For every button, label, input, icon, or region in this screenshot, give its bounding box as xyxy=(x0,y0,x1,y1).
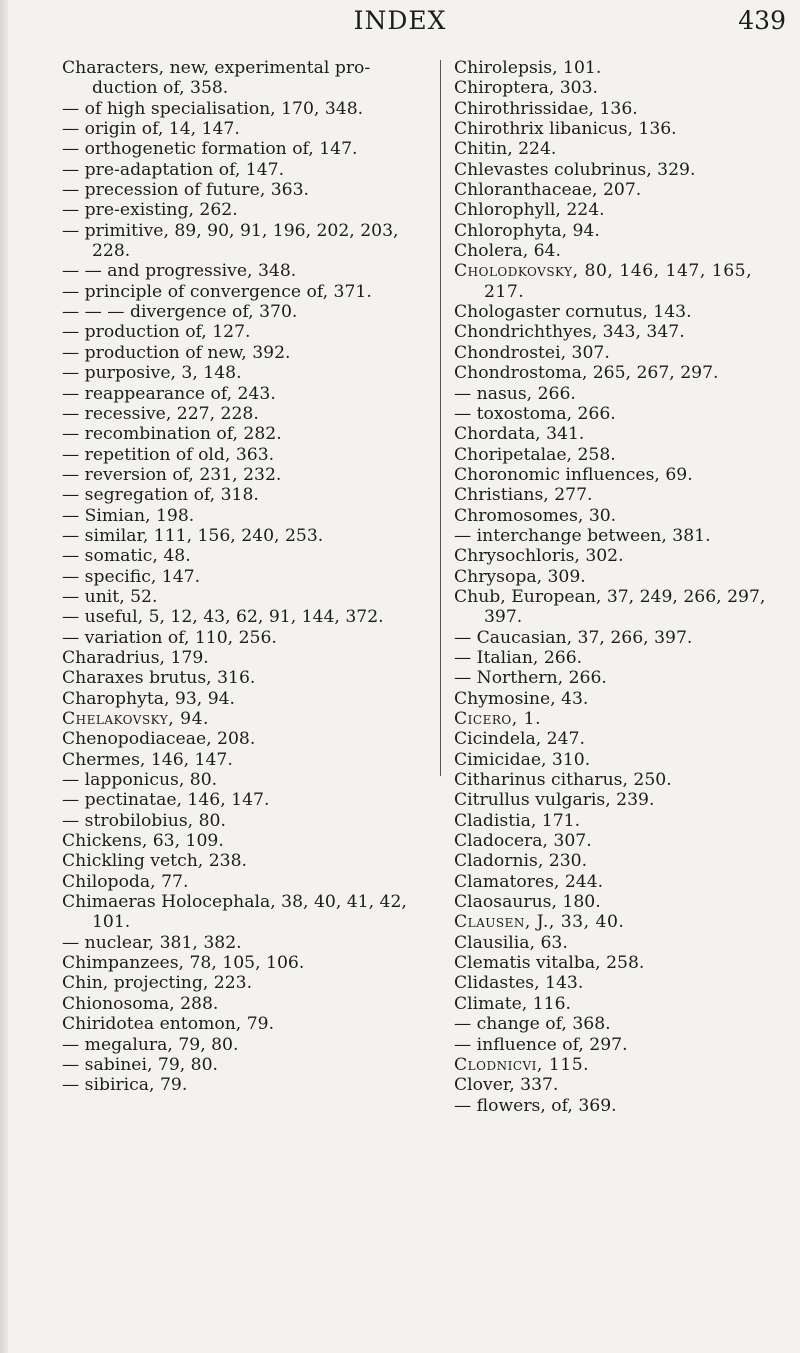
index-entry: Chordata, 341. xyxy=(454,424,585,445)
index-entry: — principle of convergence of, 371. xyxy=(62,281,372,302)
index-entry: — unit, 52. xyxy=(62,586,158,607)
index-entry: Chub, European, 37, 249, 266, 297, 397. xyxy=(454,586,766,628)
index-entry: Cholodkovsky, 80, 146, 147, 165, 217. xyxy=(454,261,753,302)
index-entry: Chin, projecting, 223. xyxy=(62,973,253,994)
index-entry: Clamatores, 244. xyxy=(454,871,604,892)
index-entry: Chondrostei, 307. xyxy=(454,342,610,363)
index-entry: — Caucasian, 37, 266, 397. xyxy=(454,627,693,648)
page-title: INDEX xyxy=(353,6,447,35)
index-entry: — sabinei, 79, 80. xyxy=(62,1054,219,1075)
index-entry: Chilopoda, 77. xyxy=(62,871,189,892)
index-column-right xyxy=(454,58,794,1116)
index-entry: — reversion of, 231, 232. xyxy=(62,464,282,485)
index-entry: Chondrichthyes, 343, 347. xyxy=(454,322,685,343)
index-entry: Chirothrix libanicus, 136. xyxy=(454,119,677,140)
index-entry: — — — divergence of, 370. xyxy=(62,302,298,323)
index-entry: — pectinatae, 146, 147. xyxy=(62,790,270,811)
index-entry: Chiroptera, 303. xyxy=(454,78,599,99)
index-entry: Cladistia, 171. xyxy=(454,810,581,831)
index-entry: — Northern, 266. xyxy=(454,668,607,689)
index-entry: — orthogenetic formation of, 147. xyxy=(62,139,358,160)
index-entry: Chromosomes, 30. xyxy=(454,505,617,526)
index-entry: — specific, 147. xyxy=(62,566,201,587)
index-entry: Cimicidae, 310. xyxy=(454,749,591,770)
index-entry: — change of, 368. xyxy=(454,1014,611,1035)
index-entry: Characters, new, experimental pro-duction of, 358. xyxy=(62,58,371,99)
index-entry: Chitin, 224. xyxy=(454,139,557,160)
index-entry: — toxostoma, 266. xyxy=(454,403,616,424)
index-entry: Cladocera, 307. xyxy=(454,831,592,852)
index-entry: Cholera, 64. xyxy=(454,241,561,262)
index-entry: — production of, 127. xyxy=(62,322,251,343)
index-entry: Christians, 277. xyxy=(454,485,593,506)
column-divider xyxy=(440,60,441,776)
page-number: 439 xyxy=(738,6,786,35)
index-entry: — Simian, 198. xyxy=(62,505,195,526)
index-entry: — purposive, 3, 148. xyxy=(62,363,242,384)
index-entry: Cicindela, 247. xyxy=(454,729,585,750)
index-entry: — interchange between, 381. xyxy=(454,525,711,546)
index-entry: Chimaeras Holocephala, 38, 40, 41, 42, 101. xyxy=(62,892,407,933)
index-entry: Clausen, J., 33, 40. xyxy=(454,912,625,933)
index-entry: Charophyta, 93, 94. xyxy=(62,688,236,709)
index-entry: — influence of, 297. xyxy=(454,1034,628,1055)
index-entry: Chlorophyll, 224. xyxy=(454,200,605,221)
index-entry: — strobilobius, 80. xyxy=(62,810,226,831)
index-entry: Chionosoma, 288. xyxy=(62,993,219,1014)
index-entry: — reappearance of, 243. xyxy=(62,383,276,404)
index-entry: Chickling vetch, 238. xyxy=(62,851,247,872)
index-entry: Chlorophyta, 94. xyxy=(454,220,600,241)
index-column-left xyxy=(62,58,427,1096)
index-entry: — pre-existing, 262. xyxy=(62,200,238,221)
index-entry: — — and progressive, 348. xyxy=(62,261,297,282)
index-entry: Charaxes brutus, 316. xyxy=(62,668,256,689)
index-entry: — sibirica, 79. xyxy=(62,1075,188,1096)
index-entry: — repetition of old, 363. xyxy=(62,444,275,465)
index-entry: Clematis vitalba, 258. xyxy=(454,953,645,974)
index-entry: Chirolepsis, 101. xyxy=(454,58,602,78)
index-entry: Choronomic influences, 69. xyxy=(454,464,693,485)
index-entry: Chologaster cornutus, 143. xyxy=(454,302,692,323)
index-entry: Choripetalae, 258. xyxy=(454,444,616,465)
index-entry: — somatic, 48. xyxy=(62,546,191,567)
index-entry: Cladornis, 230. xyxy=(454,851,588,872)
index-entry: Chermes, 146, 147. xyxy=(62,749,233,770)
index-entry: Climate, 116. xyxy=(454,993,571,1014)
index-entry: Chiridotea entomon, 79. xyxy=(62,1014,275,1035)
index-entry: Chimpanzees, 78, 105, 106. xyxy=(62,953,305,974)
index-entry: — Italian, 266. xyxy=(454,647,583,668)
index-entry: Chrysopa, 309. xyxy=(454,566,586,587)
index-entry: — similar, 111, 156, 240, 253. xyxy=(62,525,324,546)
index-entry: Chymosine, 43. xyxy=(454,688,589,709)
index-entry: Clidastes, 143. xyxy=(454,973,584,994)
index-entry: — origin of, 14, 147. xyxy=(62,119,240,140)
index-entry: Citrullus vulgaris, 239. xyxy=(454,790,655,811)
index-entry: Chlevastes colubrinus, 329. xyxy=(454,159,696,180)
page-binding-edge xyxy=(0,0,8,1353)
index-entry: — nuclear, 381, 382. xyxy=(62,932,242,953)
index-entry: Chenopodiaceae, 208. xyxy=(62,729,256,750)
index-entry: Chelakovsky, 94. xyxy=(62,709,209,729)
index-entry: — useful, 5, 12, 43, 62, 91, 144, 372. xyxy=(62,607,384,628)
index-entry: — nasus, 266. xyxy=(454,383,576,404)
index-entry: Cicero, 1. xyxy=(454,709,542,729)
index-entry: — pre-adaptation of, 147. xyxy=(62,159,285,180)
index-entry: Clover, 337. xyxy=(454,1075,559,1096)
index-entry: Chirothrissidae, 136. xyxy=(454,98,638,119)
index-entry: — segregation of, 318. xyxy=(62,485,259,506)
index-entry: Clausilia, 63. xyxy=(454,932,568,953)
index-entry: Chloranthaceae, 207. xyxy=(454,180,642,201)
index-entry: Charadrius, 179. xyxy=(62,647,209,668)
index-entry: — flowers, of, 369. xyxy=(454,1095,617,1116)
index-entry: — of high specialisation, 170, 348. xyxy=(62,98,364,119)
index-entry: Claosaurus, 180. xyxy=(454,892,601,913)
index-entry: — primitive, 89, 90, 91, 196, 202, 203, 228. xyxy=(62,220,399,262)
page-header xyxy=(0,6,800,40)
index-entry: — lapponicus, 80. xyxy=(62,770,218,791)
index-entry: — recessive, 227, 228. xyxy=(62,403,259,424)
index-entry: — production of new, 392. xyxy=(62,342,291,363)
index-entry: Chondrostoma, 265, 267, 297. xyxy=(454,363,719,384)
index-entry: Chickens, 63, 109. xyxy=(62,831,224,852)
index-entry: Citharinus citharus, 250. xyxy=(454,770,672,791)
index-entry: — variation of, 110, 256. xyxy=(62,627,277,648)
index-entry: Clodnicvi, 115. xyxy=(454,1054,590,1075)
index-entry: — precession of future, 363. xyxy=(62,180,310,201)
index-entry: — megalura, 79, 80. xyxy=(62,1034,239,1055)
index-entry: — recombination of, 282. xyxy=(62,424,282,445)
index-entry: Chrysochloris, 302. xyxy=(454,546,624,567)
